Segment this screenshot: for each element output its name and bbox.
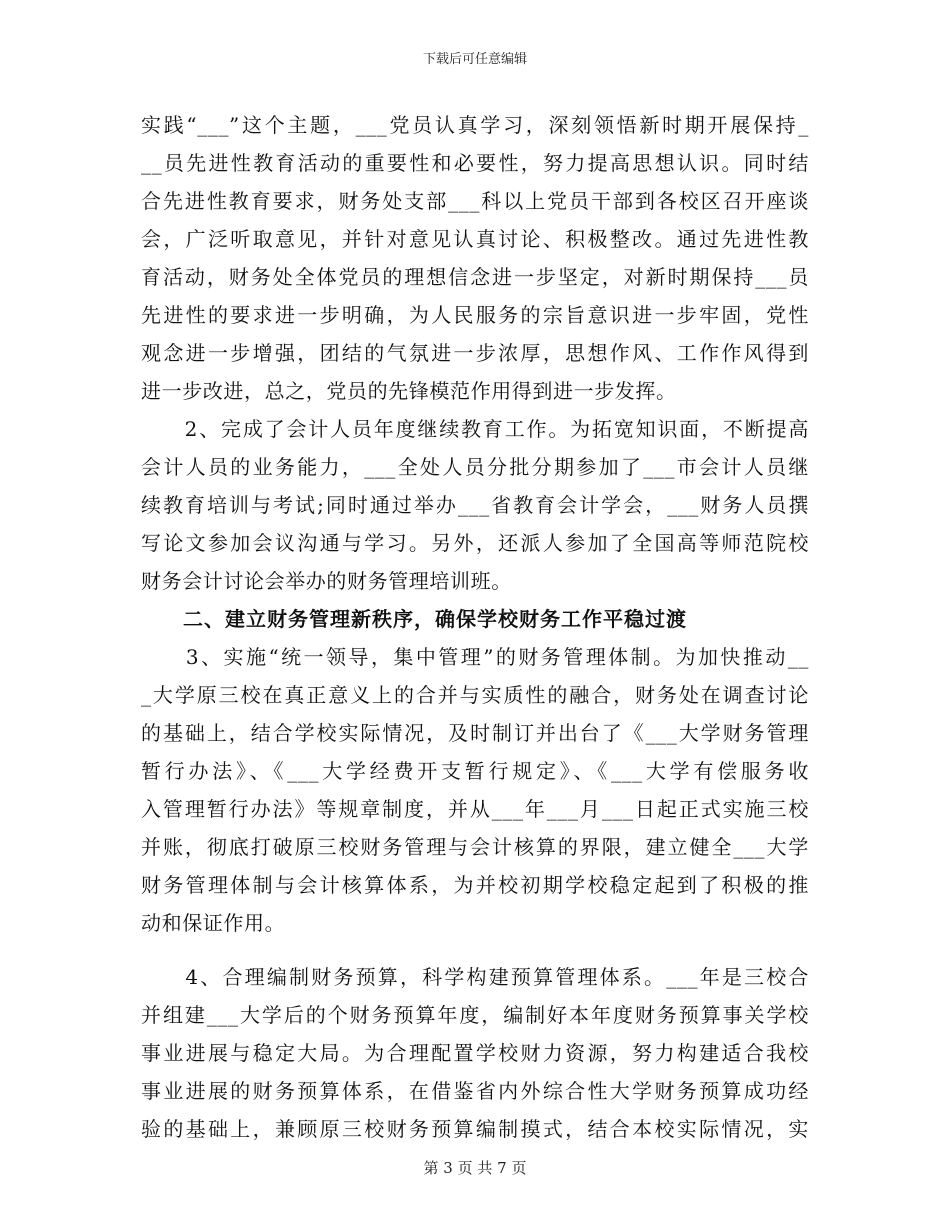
text-line: 事业进展的财务预算体系，在借鉴省内外综合性大学财务预算成功经 <box>141 1079 809 1103</box>
text-line: 财务管理体制与会计核算体系，为并校初期学校稳定起到了积极的推 <box>141 873 809 897</box>
text-line: 会，广泛听取意见，并针对意见认真讨论、积极整改。通过先进性教 <box>141 227 809 251</box>
paragraph-2 <box>141 410 809 600</box>
paragraph-4 <box>141 958 809 1148</box>
section-heading: 二、建立财务管理新秩序，确保学校财务工作平稳过渡 <box>141 607 687 631</box>
text-line: 动和保证作用。 <box>141 911 286 935</box>
text-line: 入管理暂行办法》等规章制度，并从___年___月___日起正式实施三校 <box>141 797 809 821</box>
text-line: 2、完成了会计人员年度继续教育工作。为拓宽知识面，不断提高 <box>141 417 809 441</box>
page-header: 下载后可任意编辑 <box>422 52 527 67</box>
text-line: 3、实施“统一领导，集中管理”的财务管理体制。为加快推动__ <box>141 645 809 669</box>
text-line: 合先进性教育要求，财务处支部___科以上党员干部到各校区召开座谈 <box>141 189 809 213</box>
text-line: 并账，彻底打破原三校财务管理与会计核算的界限，建立健全___大学 <box>141 835 809 859</box>
paragraph-spacer <box>141 942 809 958</box>
text-line: 实践“___”这个主题，___党员认真学习，深刻领悟新时期开展保持_ <box>141 113 809 137</box>
text-line: 4、合理编制财务预算，科学构建预算管理体系。___年是三校合 <box>141 965 809 989</box>
text-line: 写论文参加会议沟通与学习。另外，还派人参加了全国高等师范院校 <box>141 531 809 555</box>
paragraph-1 <box>141 106 809 410</box>
text-line: 会计人员的业务能力，___全处人员分批分期参加了___市会计人员继 <box>141 455 809 479</box>
text-line: 先进性的要求进一步明确，为人民服务的宗旨意识进一步牢固，党性 <box>141 303 809 327</box>
text-line: 观念进一步增强，团结的气氛进一步浓厚，思想作风、工作作风得到 <box>141 341 809 365</box>
text-line: 财务会计讨论会举办的财务管理培训班。 <box>141 569 512 593</box>
text-line: _大学原三校在真正意义上的合并与实质性的融合，财务处在调查讨论 <box>141 683 809 707</box>
page-footer: 第 3 页 共 7 页 <box>423 1159 527 1177</box>
text-line: 的基础上，结合学校实际情况，及时制订并出台了《___大学财务管理 <box>141 721 809 745</box>
document-body <box>141 106 809 1148</box>
text-line: 事业进展与稳定大局。为合理配置学校财力资源，努力构建适合我校 <box>141 1041 809 1065</box>
text-line: 暂行办法》、《___大学经费开支暂行规定》、《___大学有偿服务收 <box>141 759 809 783</box>
text-line: __员先进性教育活动的重要性和必要性，努力提高思想认识。同时结 <box>141 151 809 175</box>
paragraph-3 <box>141 638 809 942</box>
text-line: 并组建___大学后的个财务预算年度，编制好本年度财务预算事关学校 <box>141 1003 809 1027</box>
text-line: 续教育培训与考试;同时通过举办___省教育会计学会，___财务人员撰 <box>141 493 809 517</box>
text-line: 进一步改进，总之，党员的先锋模范作用得到进一步发挥。 <box>141 379 677 403</box>
text-line: 育活动，财务处全体党员的理想信念进一步坚定，对新时期保持___员 <box>141 265 809 289</box>
text-line: 验的基础上，兼顾原三校财务预算编制摸式，结合本校实际情况，实 <box>141 1117 809 1141</box>
